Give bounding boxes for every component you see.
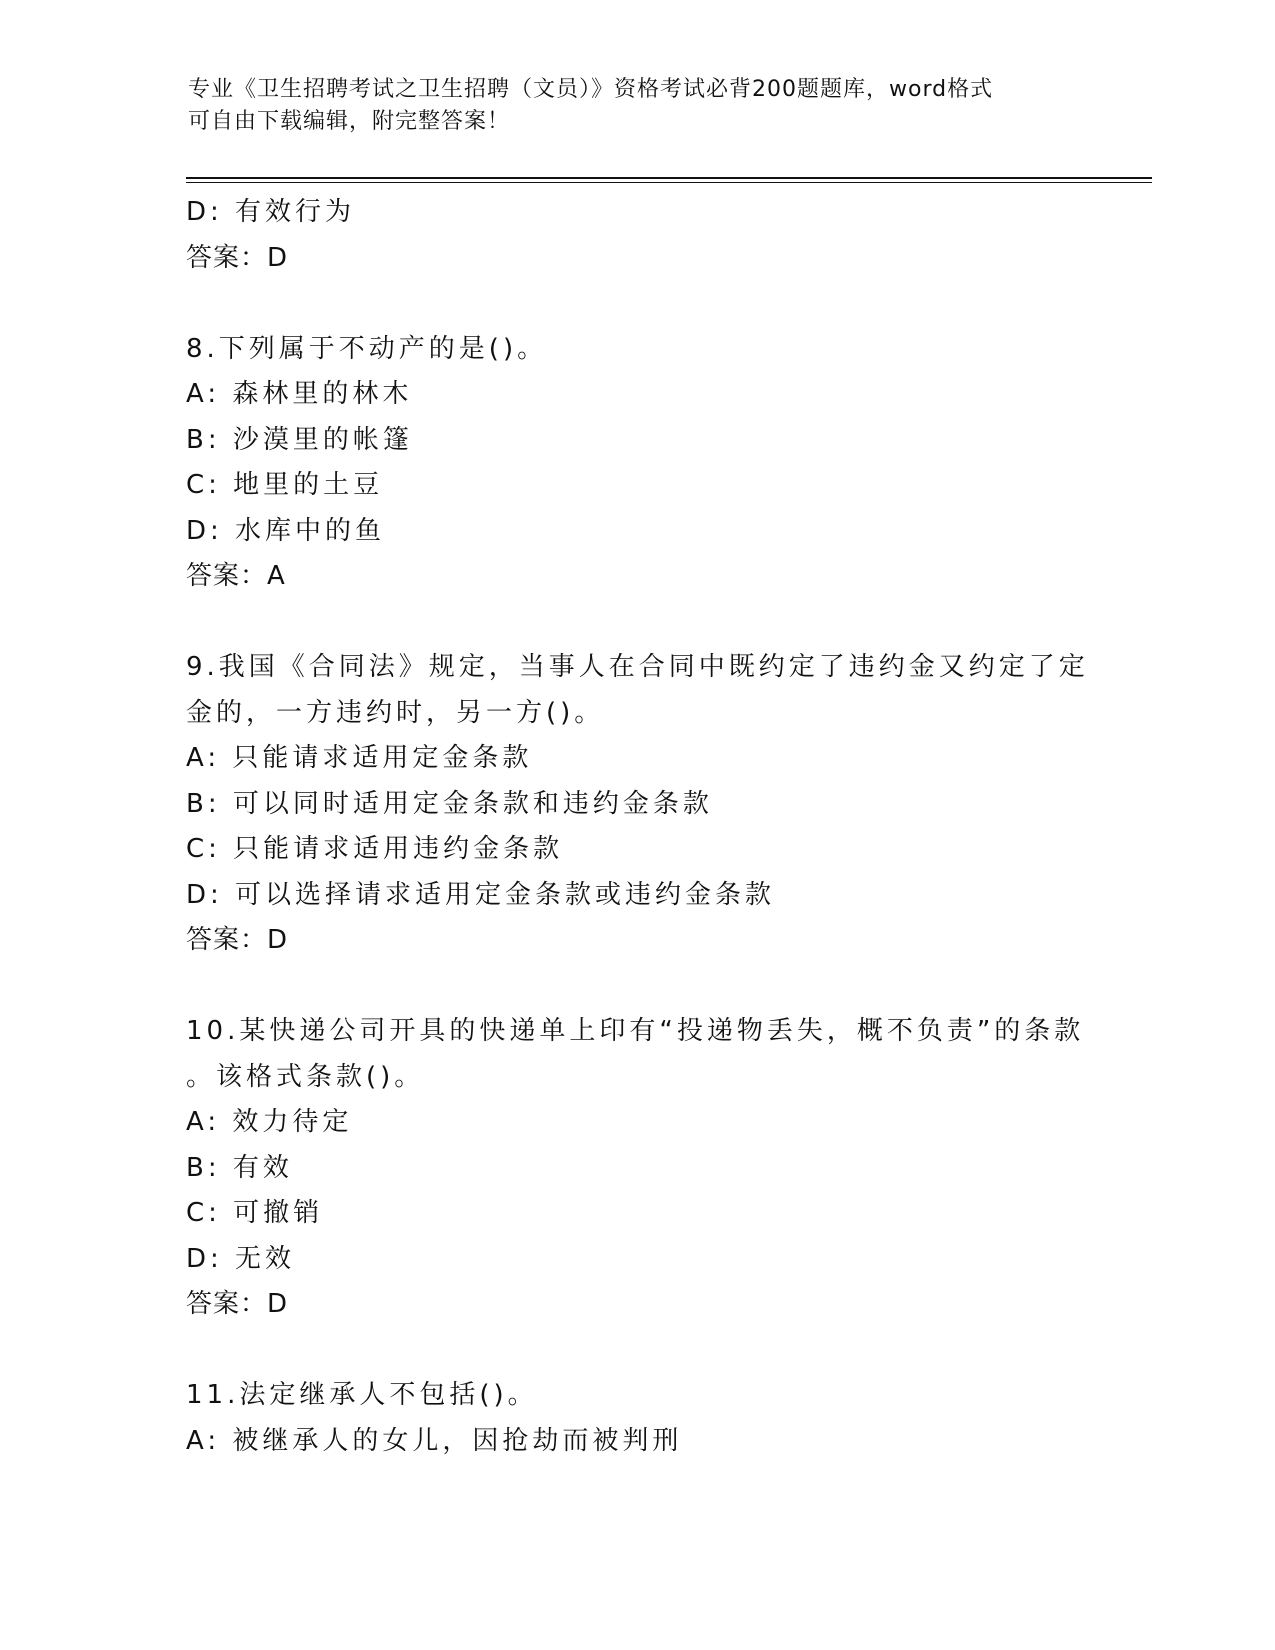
question-list xyxy=(186,190,1089,1464)
question-9-option-b: B: 可以同时适用定金条款和违约金条款 xyxy=(186,788,713,819)
question-8-option-a: A: 森林里的林木 xyxy=(186,379,413,409)
question-8-option-b: B: 沙漠里的帐篷 xyxy=(186,424,413,455)
question-9-answer: 答案：D xyxy=(186,925,289,955)
spacer xyxy=(186,1328,1086,1374)
question-8-option-c: C: 地里的土豆 xyxy=(186,470,384,500)
header-title-line-1: 专业《卫生招聘考试之卫生招聘（文员）》资格考试必背200题题库，word格式 xyxy=(188,77,994,102)
header-rule-thick xyxy=(186,177,1152,179)
question-10-stem-line-2: 。该格式条款()。 xyxy=(186,1061,425,1092)
question-8-option-d: D: 水库中的鱼 xyxy=(186,515,386,546)
question-7-tail xyxy=(186,190,1086,281)
question-10-option-d: D: 无效 xyxy=(186,1243,296,1274)
question-9-option-d: D: 可以选择请求适用定金条款或违约金条款 xyxy=(186,879,776,910)
question-7-answer: 答案：D xyxy=(186,242,289,273)
question-10-option-c: C: 可撤销 xyxy=(186,1198,324,1228)
question-7-option-d: D: 有效行为 xyxy=(186,197,356,227)
header-title-line-2: 可自由下载编辑，附完整答案！ xyxy=(188,109,511,134)
question-10-answer: 答案：D xyxy=(186,1289,289,1319)
question-10-stem-line-1: 10.某快递公司开具的快递单上印有“投递物丢失，概不负责”的条款 xyxy=(186,1016,1085,1046)
question-9-option-c: C: 只能请求适用违约金条款 xyxy=(186,834,564,864)
question-11-option-a: A: 被继承人的女儿，因抢劫而被判刑 xyxy=(186,1425,683,1456)
question-11-stem: 11.法定继承人不包括()。 xyxy=(186,1380,538,1410)
header-rule-thin xyxy=(186,182,1152,183)
question-10-option-a: A: 效力待定 xyxy=(186,1107,353,1137)
document-header xyxy=(188,74,1068,138)
question-9 xyxy=(186,645,1089,964)
spacer xyxy=(186,281,1086,327)
question-11 xyxy=(186,1373,1086,1464)
spacer xyxy=(186,964,1086,1010)
spacer xyxy=(186,600,1086,646)
question-10 xyxy=(186,1009,1086,1328)
question-9-stem-line-1: 9.我国《合同法》规定，当事人在合同中既约定了违约金又约定了定 xyxy=(186,652,1089,682)
question-9-stem-line-2: 金的，一方违约时，另一方()。 xyxy=(186,697,605,728)
question-8 xyxy=(186,327,1086,600)
question-8-answer: 答案：A xyxy=(186,561,286,591)
question-8-stem: 8.下列属于不动产的是()。 xyxy=(186,333,548,364)
question-9-option-a: A: 只能请求适用定金条款 xyxy=(186,743,533,773)
question-10-option-b: B: 有效 xyxy=(186,1152,293,1183)
